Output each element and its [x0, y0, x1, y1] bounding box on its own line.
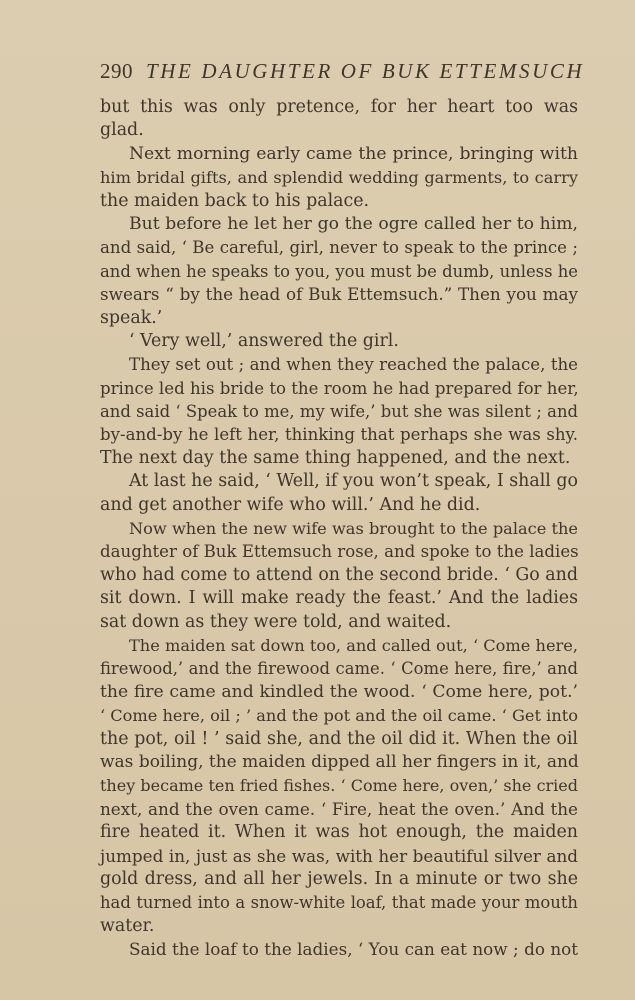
- text-line: speak.’: [100, 307, 163, 328]
- text-line: next, and the oven came. ‘ Fire, heat the oven.’ And the: [100, 798, 578, 819]
- text-line: Next morning early came the prince, bringing with: [129, 143, 578, 164]
- running-head: [100, 58, 585, 84]
- text-line: firewood,’ and the firewood came. ‘ Come here, fire,’ and: [100, 659, 578, 679]
- text-line: and said, ‘ Be careful, girl, never to speak to the prince ;: [100, 238, 578, 258]
- text-line: They set out ; and when they reached the palace, the: [129, 355, 578, 375]
- running-title: THE DAUGHTER OF BUK ETTEMSUCH: [146, 59, 585, 83]
- text-line: sat down as they were told, and waited.: [100, 611, 452, 632]
- text-line: ‘ Come here, oil ; ’ and the pot and the oil came. ‘ Get into: [100, 706, 578, 726]
- text-line: Now when the new wife was brought to the palace the: [129, 519, 578, 539]
- text-line: ‘ Very well,’ answered the girl.: [129, 330, 399, 351]
- text-line: they became ten fried fishes. ‘ Come here, oven,’ she cried: [100, 776, 578, 796]
- text-line: had turned into a snow-white loaf, that made your mouth: [100, 893, 578, 913]
- text-line: gold dress, and all her jewels. In a minute or two she: [100, 868, 578, 889]
- text-line: fire heated it. When it was hot enough, the maiden: [100, 822, 578, 843]
- page-number: 290: [100, 59, 133, 83]
- text-line: jumped in, just as she was, with her beautiful silver and: [100, 845, 578, 866]
- text-line: glad.: [100, 120, 144, 141]
- text-line: swears “ by the head of Buk Ettemsuch.” Then you may: [100, 284, 578, 305]
- text-line: and said ‘ Speak to me, my wife,’ but she was silent ; and: [100, 402, 578, 422]
- text-line: but this was only pretence, for her heart too was: [100, 97, 578, 117]
- text-line: him bridal gifts, and splendid wedding garments, to carry: [100, 168, 578, 188]
- text-line: the fire came and kindled the wood. ‘ Come here, pot.’: [100, 681, 578, 702]
- text-line: and get another wife who will.’ And he did.: [100, 494, 481, 515]
- text-line: by-and-by he left her, thinking that perhaps she was shy.: [100, 425, 578, 445]
- text-line: daughter of Buk Ettemsuch rose, and spoke to the ladies: [100, 542, 579, 562]
- text-line: prince led his bride to the room he had prepared for her,: [100, 378, 579, 398]
- text-line: water.: [100, 915, 155, 936]
- text-line: The maiden sat down too, and called out, ‘ Come here,: [129, 635, 578, 655]
- text-line: was boiling, the maiden dipped all her fingers in it, and: [100, 751, 579, 772]
- text-line: But before he let her go the ogre called her to him,: [129, 213, 578, 234]
- text-line: the maiden back to his palace.: [100, 190, 370, 211]
- text-line: and when he speaks to you, you must be dumb, unless he: [100, 261, 578, 281]
- text-line: sit down. I will make ready the feast.’ And the ladies: [100, 588, 578, 609]
- text-line: The next day the same thing happened, and the next.: [100, 447, 571, 468]
- text-line: At last he said, ‘ Well, if you won’t speak, I shall go: [129, 471, 578, 492]
- text-line: the pot, oil ! ’ said she, and the oil did it. When the oil: [100, 728, 578, 749]
- text-line: Said the loaf to the ladies, ‘ You can eat now ; do not: [129, 939, 578, 960]
- text-line: who had come to attend on the second bride. ‘ Go and: [100, 564, 578, 585]
- body-text: [100, 96, 578, 961]
